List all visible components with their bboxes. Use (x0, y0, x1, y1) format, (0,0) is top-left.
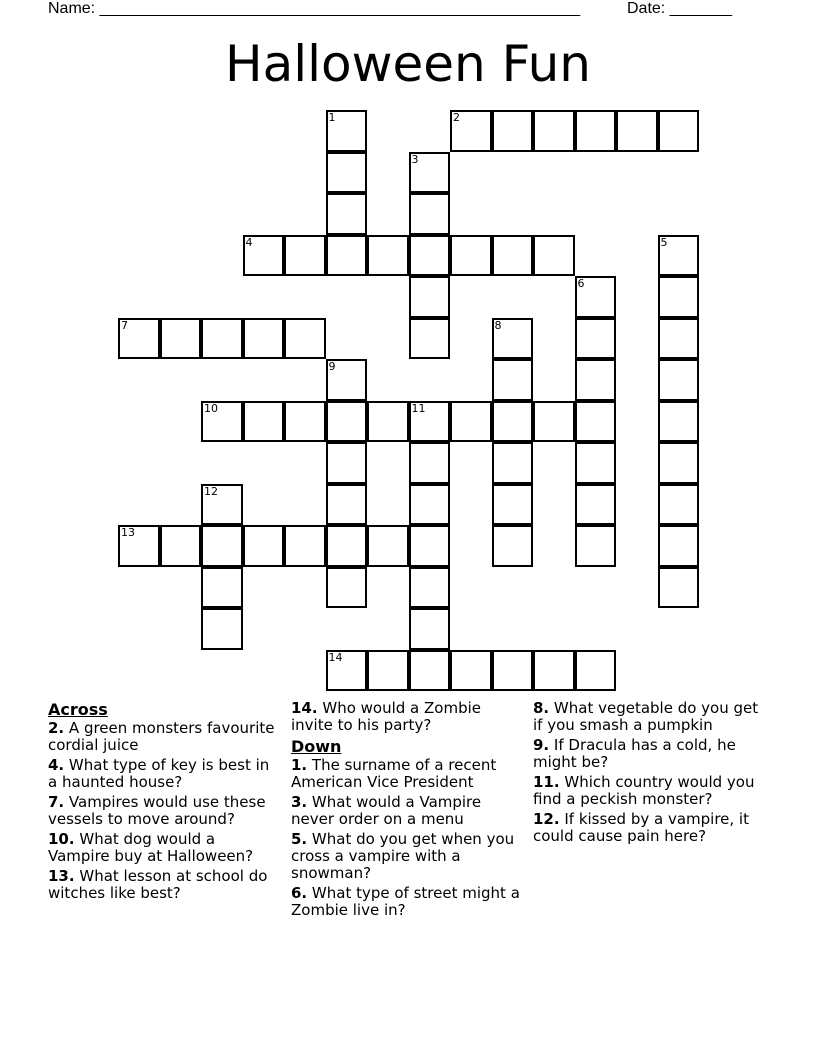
clue-across-10 (48, 831, 278, 865)
clue-down-11 (533, 774, 765, 808)
crossword-cell[interactable] (367, 235, 409, 277)
cell-number: 1 (328, 111, 336, 124)
crossword-cell[interactable] (492, 650, 534, 692)
clue-number: 14. (291, 699, 318, 717)
clue-number: 6. (291, 884, 308, 902)
clue-number: 10. (48, 830, 75, 848)
crossword-cell[interactable] (160, 525, 202, 567)
crossword-cell-7[interactable] (118, 318, 160, 360)
crossword-cell-9[interactable] (326, 359, 368, 401)
crossword-cell[interactable] (575, 401, 617, 443)
crossword-cell[interactable] (492, 442, 534, 484)
crossword-cell[interactable] (243, 318, 285, 360)
crossword-cell[interactable] (326, 442, 368, 484)
crossword-cell[interactable] (575, 650, 617, 692)
crossword-cell-1[interactable] (326, 110, 368, 152)
clue-text: What would a Vampire never order on a menu (291, 793, 482, 828)
clue-text: What type of street might a Zombie live in? (291, 884, 520, 919)
cell-number: 10 (204, 401, 218, 415)
crossword-cell-14[interactable] (326, 650, 368, 692)
clue-across-7 (48, 794, 278, 828)
crossword-cell[interactable] (409, 235, 451, 277)
clue-number: 5. (291, 830, 308, 848)
crossword-cell[interactable] (367, 650, 409, 692)
clue-text: What vegetable do you get if you smash a pumpkin (533, 699, 759, 734)
crossword-cell[interactable] (658, 318, 700, 360)
clues-column-1 (48, 700, 278, 905)
crossword-cell[interactable] (160, 318, 202, 360)
crossword-cell[interactable] (326, 235, 368, 277)
crossword-cell[interactable] (326, 525, 368, 567)
crossword-cell[interactable] (326, 567, 368, 609)
down-heading: Down (291, 737, 342, 756)
crossword-cell-13[interactable] (118, 525, 160, 567)
cell-number: 12 (204, 484, 218, 498)
crossword-cell[interactable] (575, 110, 617, 152)
crossword-cell[interactable] (658, 484, 700, 526)
crossword-cell[interactable] (243, 525, 285, 567)
cell-number: 14 (328, 650, 343, 664)
crossword-cell[interactable] (450, 235, 492, 277)
clue-number: 1. (291, 756, 308, 774)
crossword-cell[interactable] (575, 525, 617, 567)
across-heading: Across (48, 700, 108, 719)
crossword-cell[interactable] (326, 193, 368, 235)
crossword-cell[interactable] (658, 401, 700, 443)
clue-text: What dog would a Vampire buy at Halloween? (48, 830, 254, 865)
clue-text: If Dracula has a cold, he might be? (533, 736, 736, 771)
crossword-cell[interactable] (409, 525, 451, 567)
crossword-cell[interactable] (575, 442, 617, 484)
clue-number: 3. (291, 793, 308, 811)
crossword-cell[interactable] (492, 484, 534, 526)
crossword-cell[interactable] (658, 359, 700, 401)
crossword-cell[interactable] (658, 442, 700, 484)
crossword-cell[interactable] (243, 401, 285, 443)
clue-number: 7. (48, 793, 65, 811)
clue-text: If kissed by a vampire, it could cause pain here? (533, 810, 749, 845)
crossword-cell[interactable] (409, 276, 451, 318)
clue-text: What do you get when you cross a vampire with a snowman? (291, 830, 515, 882)
crossword-cell[interactable] (326, 152, 368, 194)
crossword-cell-6[interactable] (575, 276, 617, 318)
crossword-cell[interactable] (409, 650, 451, 692)
clue-down-8 (533, 700, 765, 734)
clue-number: 2. (48, 719, 65, 737)
clue-across-14 (291, 700, 523, 734)
cell-number: 13 (121, 526, 135, 539)
crossword-cell[interactable] (492, 110, 534, 152)
crossword-cell-3[interactable] (409, 152, 451, 194)
clue-down-5 (291, 831, 523, 882)
crossword-cell[interactable] (201, 567, 243, 609)
clue-down-1 (291, 757, 523, 791)
clue-number: 12. (533, 810, 560, 828)
cell-number: 7 (121, 318, 128, 332)
clues-column-2 (291, 700, 523, 922)
crossword-cell[interactable] (409, 193, 451, 235)
clue-number: 13. (48, 867, 75, 885)
cell-number: 8 (494, 318, 502, 332)
crossword-cell-10[interactable] (201, 401, 243, 443)
crossword-cell[interactable] (492, 401, 534, 443)
crossword-cell[interactable] (284, 235, 326, 277)
crossword-cell[interactable] (450, 650, 492, 692)
crossword-cell-2[interactable] (450, 110, 492, 152)
crossword-cell-11[interactable] (409, 401, 451, 443)
crossword-cell[interactable] (409, 484, 451, 526)
clue-text: Vampires would use these vessels to move around? (48, 793, 266, 828)
cell-number: 9 (328, 360, 336, 373)
date-field-label[interactable]: Date: _______ (627, 0, 732, 17)
name-field-label[interactable]: Name: ______________________________________________________ (48, 0, 581, 17)
clue-text: A green monsters favourite cordial juice (48, 719, 275, 754)
crossword-cell[interactable] (575, 318, 617, 360)
cell-number: 4 (245, 235, 253, 249)
crossword-cell[interactable] (284, 401, 326, 443)
crossword-cell[interactable] (492, 235, 534, 277)
crossword-cell[interactable] (533, 110, 575, 152)
clue-text: What type of key is best in a haunted house? (48, 756, 270, 791)
crossword-cell[interactable] (409, 608, 451, 650)
crossword-cell[interactable] (284, 318, 326, 360)
crossword-cell[interactable] (658, 567, 700, 609)
crossword-cell[interactable] (409, 442, 451, 484)
clue-down-3 (291, 794, 523, 828)
clue-number: 4. (48, 756, 65, 774)
crossword-cell[interactable] (409, 567, 451, 609)
cell-number: 2 (453, 111, 460, 124)
crossword-cell[interactable] (575, 359, 617, 401)
page-title: Halloween Fun (224, 35, 591, 93)
crossword-cell[interactable] (201, 525, 243, 567)
crossword-cell[interactable] (201, 608, 243, 650)
crossword-cell-8[interactable] (492, 318, 534, 360)
crossword-cell[interactable] (492, 359, 534, 401)
crossword-cell[interactable] (367, 401, 409, 443)
clue-down-9 (533, 737, 765, 771)
crossword-cell-4[interactable] (243, 235, 285, 277)
cell-number: 11 (411, 401, 426, 415)
clue-number: 8. (533, 699, 550, 717)
crossword-cell[interactable] (575, 484, 617, 526)
crossword-cell[interactable] (409, 318, 451, 360)
crossword-cell-12[interactable] (201, 484, 243, 526)
clues-column-3 (533, 700, 765, 848)
clue-number: 11. (533, 773, 560, 791)
crossword-cell[interactable] (367, 525, 409, 567)
crossword-cell[interactable] (492, 525, 534, 567)
cell-number: 3 (411, 152, 419, 166)
crossword-cell[interactable] (658, 525, 700, 567)
clue-across-13 (48, 868, 278, 902)
cell-number: 6 (577, 277, 585, 290)
crossword-cell-5[interactable] (658, 235, 700, 277)
crossword-cell[interactable] (326, 484, 368, 526)
crossword-cell[interactable] (450, 401, 492, 443)
clue-text: The surname of a recent American Vice President (291, 756, 497, 791)
cell-number: 5 (660, 235, 668, 249)
crossword-cell[interactable] (326, 401, 368, 443)
crossword-cell[interactable] (658, 110, 700, 152)
crossword-cell[interactable] (533, 235, 575, 277)
clue-number: 9. (533, 736, 550, 754)
clue-down-12 (533, 811, 765, 845)
crossword-cell[interactable] (658, 276, 700, 318)
clue-text: What lesson at school do witches like best? (48, 867, 268, 902)
crossword-cell[interactable] (533, 401, 575, 443)
crossword-cell[interactable] (533, 650, 575, 692)
crossword-cell[interactable] (284, 525, 326, 567)
clue-across-2 (48, 720, 278, 754)
clue-text: Which country would you find a peckish monster? (533, 773, 755, 808)
clue-across-4 (48, 757, 278, 791)
crossword-cell[interactable] (201, 318, 243, 360)
crossword-cell[interactable] (616, 110, 658, 152)
clue-text: Who would a Zombie invite to his party? (291, 699, 481, 734)
clue-down-6 (291, 885, 523, 919)
